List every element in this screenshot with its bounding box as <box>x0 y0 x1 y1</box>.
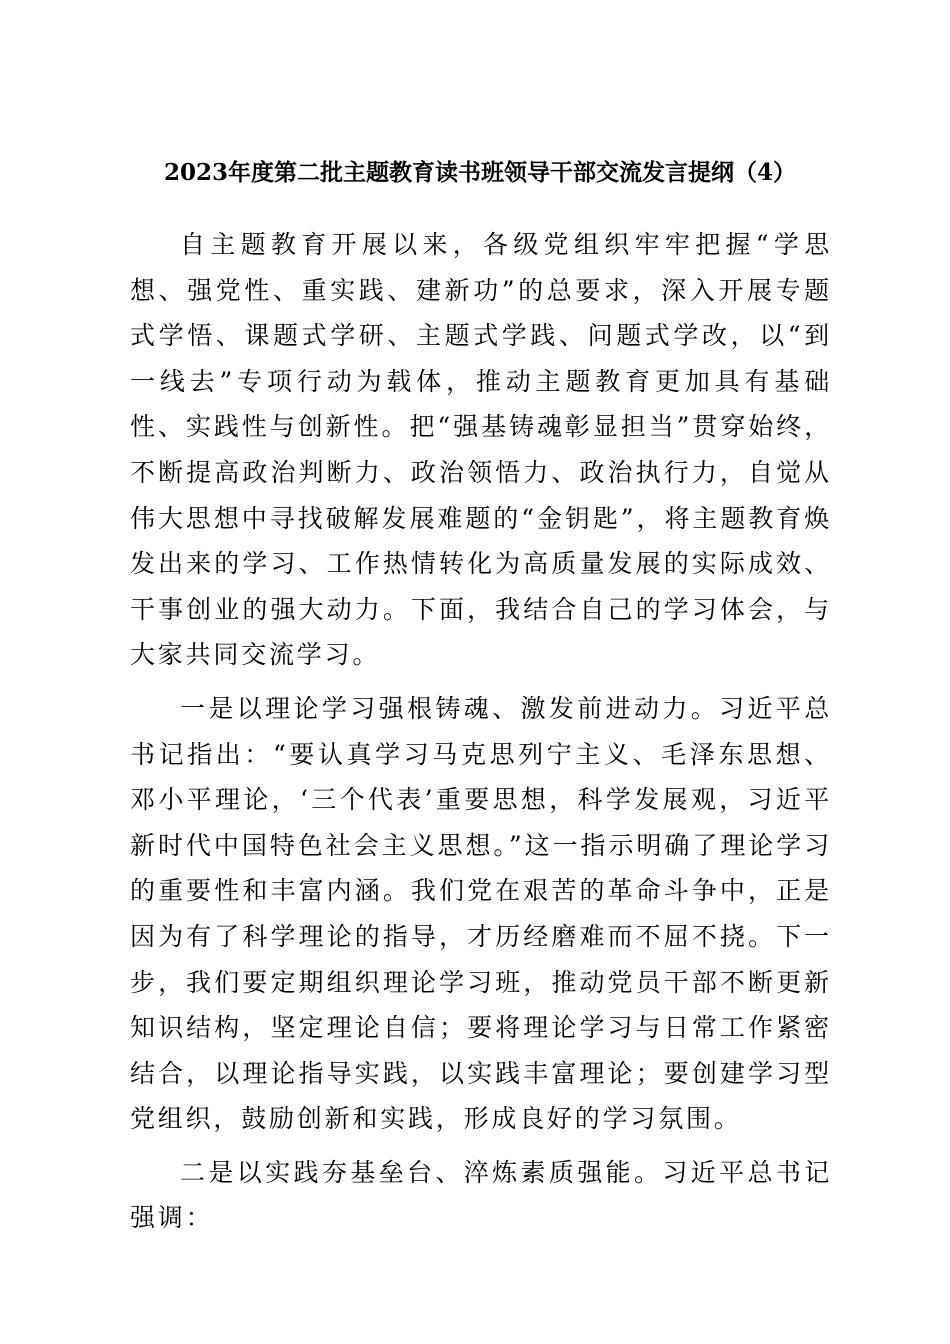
paragraph-intro: 自主题教育开展以来，各级党组织牢牢把握“学思想、强党性、重实践、建新功”的总要求，深入开展专题式学悟、课题式学研、主题式学践、问题式学改，以“到一线去”专项行动为载体，推动主题教育更加具有基础性、实践性与创新性。把“强基铸魂彰显担当”贯穿始终，不断提高政治判断力、政治领悟力、政治执行力，自觉从伟大思想中寻找破解发展难题的“金钥匙”，将主题教育焕发出来的学习、工作热情转化为高质量发展的实际成效、干事创业的强大动力。下面，我结合自己的学习体会，与大家共同交流学习。 <box>130 230 832 670</box>
document-body <box>130 222 832 1241</box>
paragraph-point-two: 二是以实践夯基垒台、淬炼素质强能。习近平总书记强调： <box>130 1157 832 1233</box>
paragraph-point-one: 一是以理论学习强根铸魂、激发前进动力。习近平总书记指出：“要认真学习马克思列宁主义、毛泽东思想、邓小平理论，‘三个代表’重要思想，科学发展观，习近平新时代中国特色社会主义思想。”这一指示明确了理论学习的重要性和丰富内涵。我们党在艰苦的革命斗争中，正是因为有了科学理论的指导，才历经磨难而不屈不挠。下一步，我们要定期组织理论学习班，推动党员干部不断更新知识结构，坚定理论自信；要将理论学习与日常工作紧密结合，以理论指导实践，以实践丰富理论；要创建学习型党组织，鼓励创新和实践，形成良好的学习氛围。 <box>130 693 832 1134</box>
document-title: 2023年度第二批主题教育读书班领导干部交流发言提纲（4） <box>163 159 797 186</box>
